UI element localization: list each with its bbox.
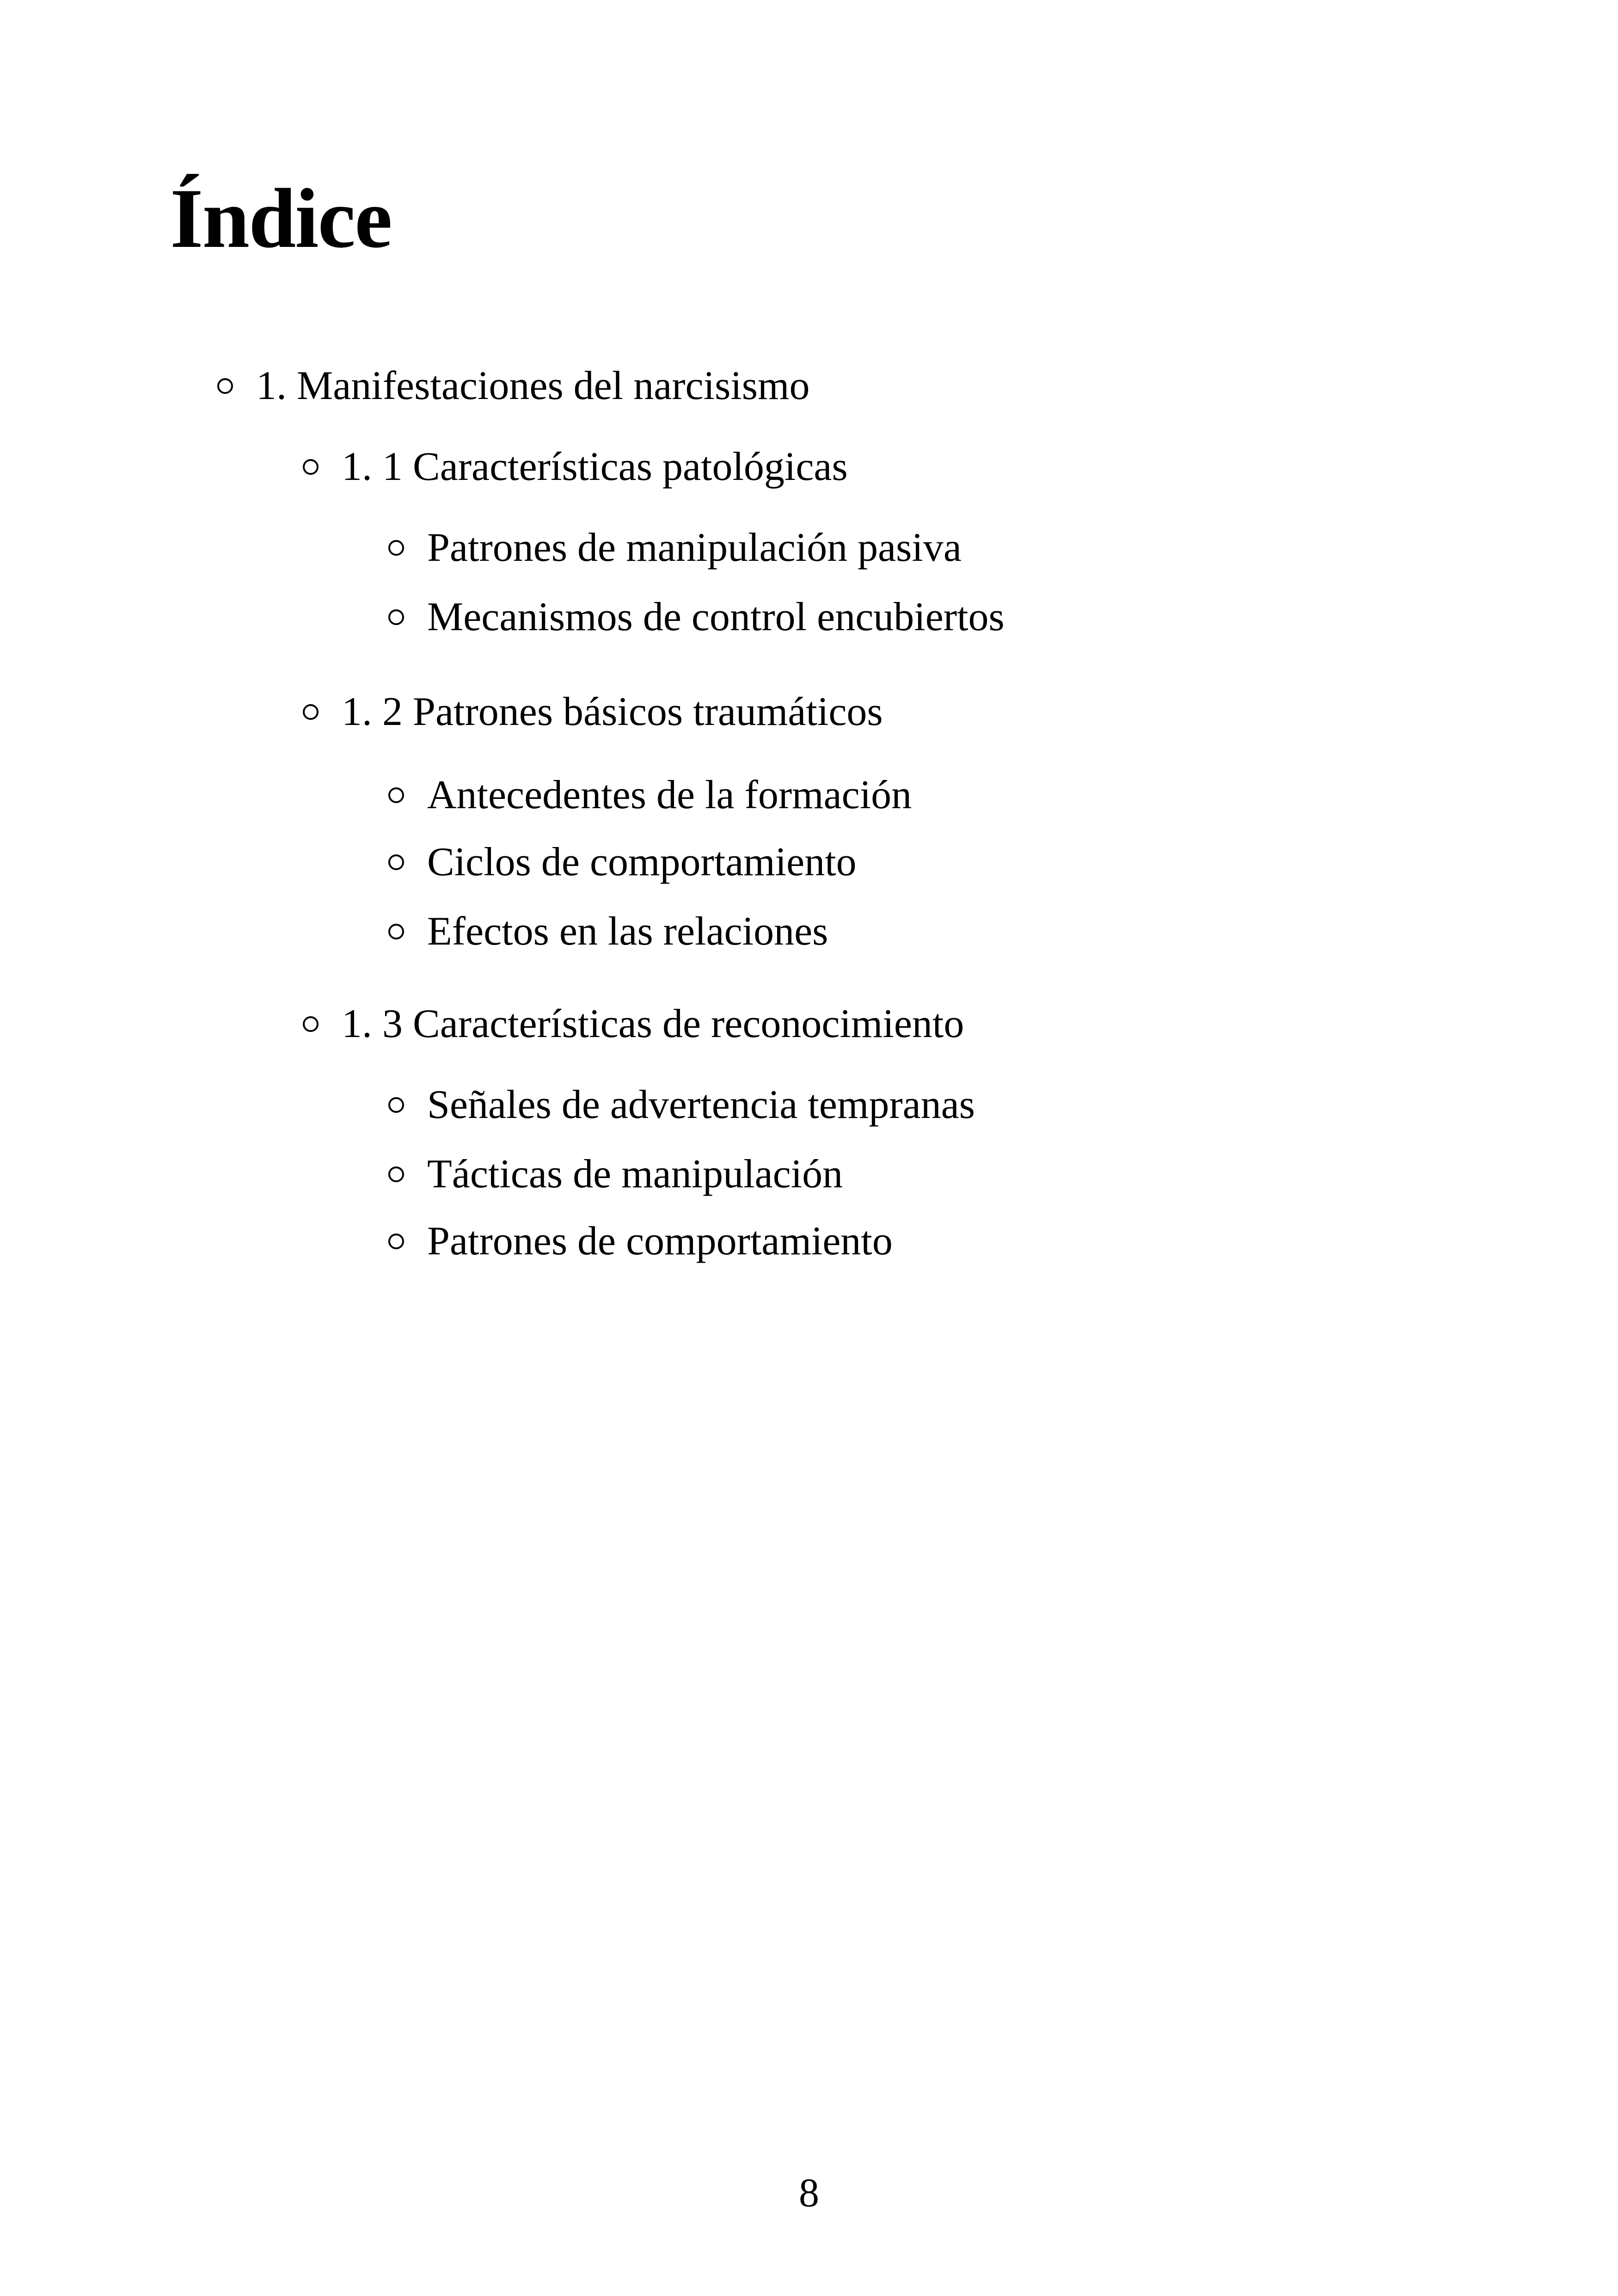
toc-item[interactable] — [388, 906, 828, 957]
toc-section-1[interactable] — [217, 361, 809, 411]
toc-item-label: Tácticas de manipulación — [427, 1152, 843, 1197]
toc-item-label: Ciclos de comportamiento — [427, 840, 857, 884]
hollow-circle-icon — [388, 1166, 404, 1182]
toc-item-label: Señales de advertencia tempranas — [427, 1082, 975, 1127]
toc-subsection-1-2[interactable] — [303, 687, 883, 737]
toc-subsection-1-1[interactable] — [303, 442, 848, 492]
hollow-circle-icon — [388, 1234, 404, 1249]
hollow-circle-icon — [388, 854, 404, 870]
toc-item[interactable] — [388, 770, 912, 821]
page-title: Índice — [170, 171, 392, 265]
toc-item[interactable] — [388, 1149, 843, 1200]
toc-subsection-label: 1. 1 Características patológicas — [342, 444, 848, 489]
toc-section-label: 1. Manifestaciones del narcisismo — [256, 363, 810, 408]
toc-item-label: Patrones de comportamiento — [427, 1219, 893, 1264]
toc-subsection-label: 1. 3 Características de reconocimiento — [342, 1001, 964, 1046]
toc-item-label: Mecanismos de control encubiertos — [427, 595, 1005, 639]
hollow-circle-icon — [217, 378, 233, 394]
toc-item[interactable] — [388, 1080, 975, 1130]
toc-item-label: Efectos en las relaciones — [427, 909, 828, 954]
hollow-circle-icon — [388, 609, 404, 625]
hollow-circle-icon — [388, 787, 404, 803]
hollow-circle-icon — [388, 924, 404, 939]
hollow-circle-icon — [303, 704, 319, 720]
hollow-circle-icon — [388, 1097, 404, 1113]
toc-item-label: Patrones de manipulación pasiva — [427, 525, 962, 570]
toc-item[interactable] — [388, 522, 962, 573]
toc-subsection-1-3[interactable] — [303, 999, 964, 1050]
hollow-circle-icon — [303, 459, 319, 475]
toc-item[interactable] — [388, 592, 1005, 643]
toc-item[interactable] — [388, 837, 857, 888]
hollow-circle-icon — [303, 1016, 319, 1032]
page-number: 8 — [799, 2171, 819, 2216]
toc-item-label: Antecedentes de la formación — [427, 773, 912, 817]
toc-subsection-label: 1. 2 Patrones básicos traumáticos — [342, 689, 883, 734]
hollow-circle-icon — [388, 540, 404, 556]
toc-item[interactable] — [388, 1216, 893, 1267]
